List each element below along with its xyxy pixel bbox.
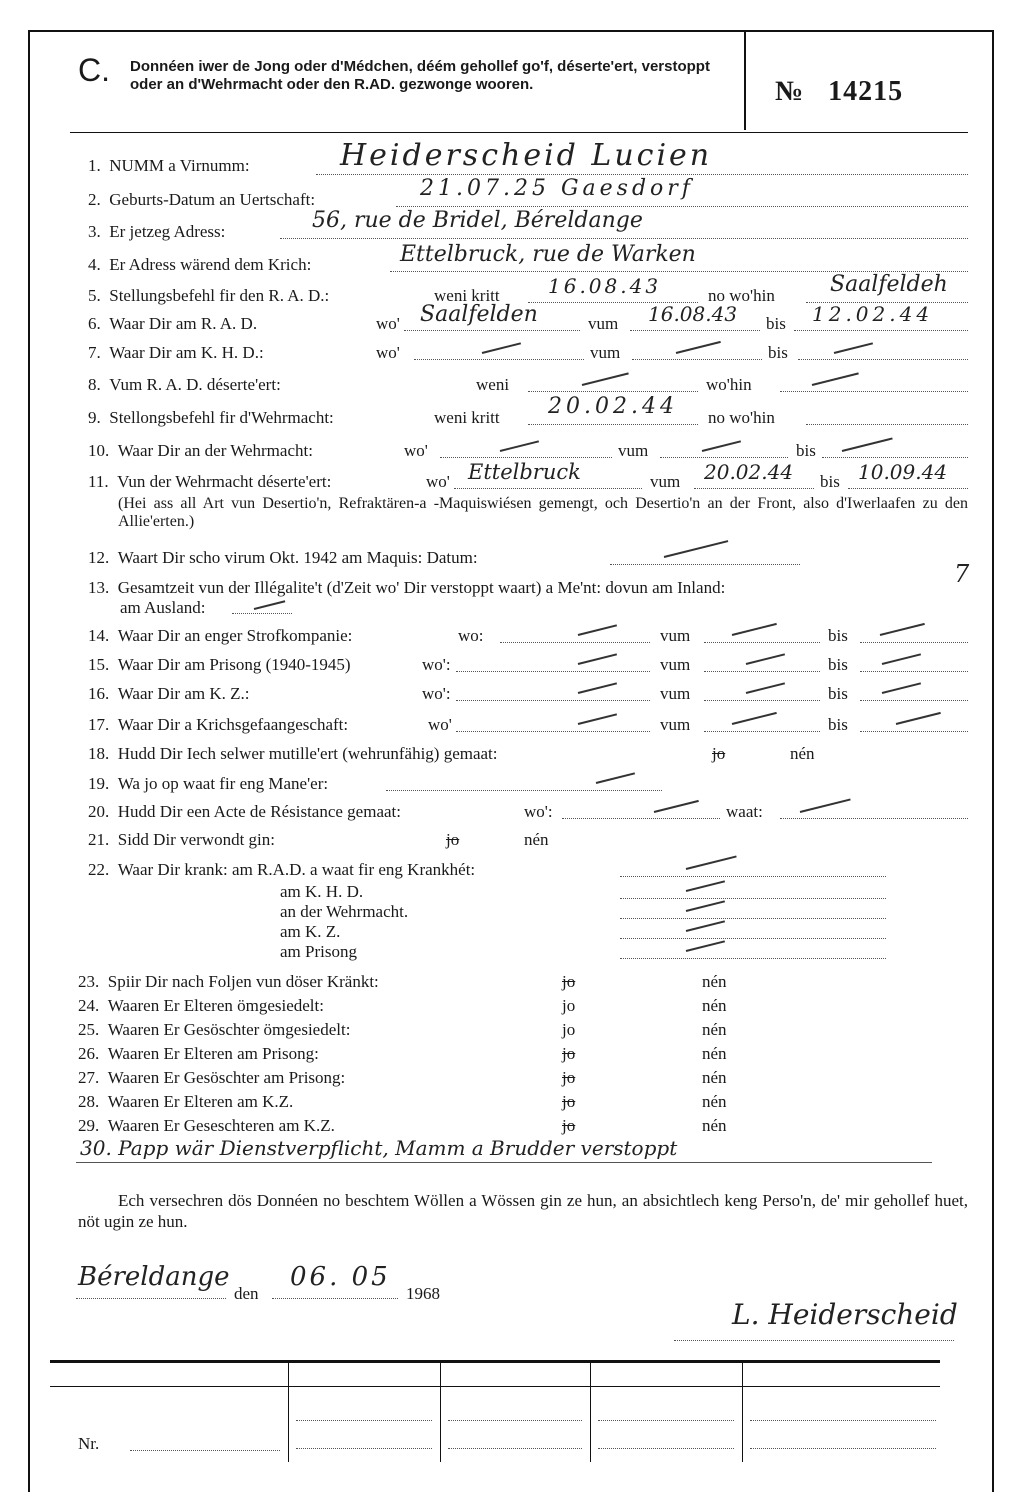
item-17-bis: bis: [828, 715, 848, 734]
item-22-sub-khd: am K. H. D.: [280, 882, 364, 901]
item-11-bis: bis: [820, 472, 840, 491]
item-26-nen: nén: [702, 1044, 727, 1063]
footer-nr-label: Nr.: [78, 1434, 100, 1453]
item-4-value: Ettelbruck, rue de Warken: [400, 242, 696, 267]
item-8-line2: [780, 391, 968, 392]
item-16-wo: wo':: [422, 684, 451, 703]
form-title: Donnéen iwer de Jong oder d'Médchen, déém gehollef go'f, déserte'ert, verstoppt oder an d'Wehrmacht oder den R.AD. gezwonge wooren.: [130, 58, 710, 93]
item-7-wo: wo': [376, 343, 400, 362]
item-18-nen: nén: [790, 744, 815, 763]
item-8-line1: [528, 391, 698, 392]
footer-rule-second: [50, 1386, 940, 1387]
declaration: Ech versechren dös Donnéen no beschtem Wöllen a Wössen gin ze hun, an absichtlech keng Perso'n, de' mir gehollef huet, nöt ugin ze hun.: [78, 1191, 968, 1231]
item-14-wo: wo:: [458, 626, 484, 645]
item-28: 28. Waaren Er Elteren am K.Z.: [78, 1092, 294, 1111]
item-9-weni: weni kritt: [434, 408, 500, 427]
footer-cell-line-2a: [448, 1420, 582, 1421]
signature: L. Heiderscheid: [732, 1298, 958, 1331]
item-25: 25. Waaren Er Gesöschter ömgesiedelt:: [78, 1020, 351, 1039]
date-line: [272, 1298, 398, 1299]
footer-rule-top: [50, 1360, 940, 1363]
item-17-line3: [860, 731, 968, 732]
item-8-wohin: wo'hin: [706, 375, 752, 394]
item-9-no: no wo'hin: [708, 408, 775, 427]
item-14-line3: [860, 642, 968, 643]
item-14-vum: vum: [660, 626, 691, 645]
item-29-nen: nén: [702, 1116, 727, 1135]
item-5-value1: 16.08.43: [548, 274, 662, 298]
item-5-value2: Saalfeldeh: [830, 272, 948, 297]
item-22-line0: [620, 876, 886, 877]
item-2-value: 21.07.25 Gaesdorf: [420, 176, 694, 201]
item-6-value2: 16.08.43: [648, 302, 738, 326]
item-10-vum: vum: [618, 441, 649, 460]
item-7: 7. Waar Dir am K. H. D.:: [88, 343, 264, 362]
item-23: 23. Spiir Dir nach Foljen vun döser Kränkt:: [78, 972, 379, 991]
item-20-line2: [780, 818, 968, 819]
item-3-value: 56, rue de Bridel, Béreldange: [312, 208, 643, 233]
item-6-wo: wo': [376, 314, 400, 333]
item-5-no: no wo'hin: [708, 286, 775, 305]
signature-line: [674, 1340, 954, 1341]
item-20-line1: [562, 818, 720, 819]
form-number: № 14215: [775, 76, 904, 107]
item-26-jo: jo: [562, 1044, 576, 1063]
item-13-abroad: am Ausland:: [120, 598, 206, 617]
item-6-line1: [404, 330, 580, 331]
item-5: 5. Stellungsbefehl fir den R. A. D.:: [88, 286, 330, 305]
item-6-value3: 12.02.44: [812, 302, 934, 326]
item-30-line: [76, 1162, 932, 1163]
item-14: 14. Waar Dir an enger Strofkompanie:: [88, 626, 353, 645]
item-9-line2: [806, 424, 968, 425]
item-10: 10. Waar Dir an der Wehrmacht:: [88, 441, 313, 460]
item-6-bis: bis: [766, 314, 786, 333]
footer-cell-line-4a: [750, 1420, 936, 1421]
footer-cell-line-4b: [750, 1448, 936, 1449]
item-13: 13. Gesamtzeit vun der Illégalite't (d'Zeit wo' Dir verstoppt waart) a Me'nt: dovun am Inland:: [88, 578, 726, 597]
item-9-line1: [528, 424, 698, 425]
item-11-value1: Ettelbruck: [468, 460, 581, 484]
item-20: 20. Hudd Dir een Acte de Résistance gemaat:: [88, 802, 401, 821]
item-3-line: [280, 238, 968, 239]
item-14-bis: bis: [828, 626, 848, 645]
item-20-wo: wo':: [524, 802, 553, 821]
item-13-line2: [232, 613, 292, 614]
item-29-jo: jo: [562, 1116, 576, 1135]
item-8: 8. Vum R. A. D. déserte'ert:: [88, 375, 281, 394]
item-17-vum: vum: [660, 715, 691, 734]
item-16-vum: vum: [660, 684, 691, 703]
item-2-line: [396, 206, 968, 207]
item-11-line3: [848, 488, 968, 489]
item-7-vum: vum: [590, 343, 621, 362]
item-23-jo: jo: [562, 972, 576, 991]
item-9-value1: 20.02.44: [548, 394, 678, 419]
item-10-line3: [822, 457, 968, 458]
item-21-jo: jo: [446, 830, 460, 849]
item-1-value: Heiderscheid Lucien: [340, 138, 713, 173]
item-6-vum: vum: [588, 314, 619, 333]
footer-col-divider-1: [288, 1360, 289, 1462]
item-18: 18. Hudd Dir Iech selwer mutille'ert (wehrunfähig) gemaat:: [88, 744, 498, 763]
item-24-nen: nén: [702, 996, 727, 1015]
item-10-bis: bis: [796, 441, 816, 460]
item-15-vum: vum: [660, 655, 691, 674]
item-25-jo: jo: [562, 1020, 576, 1039]
header-rule: [70, 132, 968, 133]
footer-cell-line-2b: [448, 1448, 582, 1449]
item-11-note: (Hei ass all Art vun Desertio'n, Refraktären-a -Maquiswiésen gemengt, och Desertio'n an der Front, also d'Iwerlaafen zu den Allie'erten.): [118, 495, 968, 530]
item-2: 2. Geburts-Datum an Uertschaft:: [88, 190, 316, 209]
header-divider: [744, 32, 746, 130]
item-11-line2: [694, 488, 814, 489]
item-9: 9. Stellongsbefehl fir d'Wehrmacht:: [88, 408, 334, 427]
item-22-line1: [620, 898, 886, 899]
item-27-jo: jo: [562, 1068, 576, 1087]
item-11: 11. Vun der Wehrmacht déserte'ert:: [88, 472, 332, 491]
item-11-line1: [454, 488, 642, 489]
item-16-line2: [704, 700, 820, 701]
item-17-line1: [456, 731, 650, 732]
item-15-wo: wo':: [422, 655, 451, 674]
footer-nr-line: [130, 1450, 280, 1451]
item-16-bis: bis: [828, 684, 848, 703]
item-13-value1: 7: [954, 560, 970, 588]
item-27-nen: nén: [702, 1068, 727, 1087]
item-14-line1: [500, 642, 650, 643]
item-4: 4. Er Adress wärend dem Krich:: [88, 255, 312, 274]
item-11-vum: vum: [650, 472, 681, 491]
item-12: 12. Waart Dir scho virum Okt. 1942 am Maquis: Datum:: [88, 548, 478, 567]
item-22-sub-wehrmacht: an der Wehrmacht.: [280, 902, 409, 921]
place-line: [76, 1298, 226, 1299]
year: 1968: [406, 1284, 440, 1303]
item-21-nen: nén: [524, 830, 549, 849]
item-18-jo: jo: [712, 744, 726, 763]
footer-cell-line-3a: [598, 1420, 734, 1421]
item-22-sub-kz: am K. Z.: [280, 922, 341, 941]
item-16: 16. Waar Dir am K. Z.:: [88, 684, 250, 703]
item-17: 17. Waar Dir a Krichsgefaangeschaft:: [88, 715, 349, 734]
item-16-line3: [860, 700, 968, 701]
item-23-nen: nén: [702, 972, 727, 991]
item-7-line1: [414, 359, 584, 360]
item-17-wo: wo': [428, 715, 452, 734]
footer-col-divider-2: [440, 1360, 441, 1462]
footer-col-divider-4: [742, 1360, 743, 1462]
item-11-wo: wo': [426, 472, 450, 491]
item-11-value3: 10.09.44: [858, 460, 948, 484]
item-6-value1: Saalfelden: [420, 302, 538, 327]
item-3: 3. Er jetzeg Adress:: [88, 222, 226, 241]
item-11-value2: 20.02.44: [704, 460, 794, 484]
item-16-line1: [456, 700, 650, 701]
item-22-line4: [620, 958, 886, 959]
item-7-bis: bis: [768, 343, 788, 362]
item-15-bis: bis: [828, 655, 848, 674]
footer-cell-line-3b: [598, 1448, 734, 1449]
item-15-line2: [704, 671, 820, 672]
section-letter: C.: [78, 52, 110, 88]
item-27: 27. Waaren Er Gesöschter am Prisong:: [78, 1068, 346, 1087]
item-10-line1: [440, 457, 612, 458]
item-28-jo: jo: [562, 1092, 576, 1111]
item-24-jo: jo: [562, 996, 576, 1015]
item-1: 1. NUMM a Virnumm:: [88, 156, 250, 175]
item-10-wo: wo': [404, 441, 428, 460]
date: 06. 05: [290, 1262, 391, 1292]
item-24: 24. Waaren Er Elteren ömgesiedelt:: [78, 996, 324, 1015]
item-26: 26. Waaren Er Elteren am Prisong:: [78, 1044, 319, 1063]
item-22-line2: [620, 918, 886, 919]
item-20-waat: waat:: [726, 802, 763, 821]
footer-col-divider-3: [590, 1360, 591, 1462]
item-15: 15. Waar Dir am Prisong (1940-1945): [88, 655, 351, 674]
item-30: 30. Papp wär Dienstverpflicht, Mamm a Brudder verstoppt: [80, 1136, 678, 1160]
den-label: den: [234, 1284, 259, 1303]
item-29: 29. Waaren Er Geseschteren am K.Z.: [78, 1116, 335, 1135]
item-22-sub-prisong: am Prisong: [280, 942, 357, 961]
item-10-line2: [660, 457, 788, 458]
item-1-line: [316, 174, 968, 175]
place: Béreldange: [78, 1262, 230, 1292]
item-28-nen: nén: [702, 1092, 727, 1111]
item-6: 6. Waar Dir am R. A. D.: [88, 314, 258, 333]
item-6-line3: [794, 330, 968, 331]
item-14-line2: [704, 642, 820, 643]
footer-cell-line-1b: [296, 1448, 432, 1449]
item-19: 19. Wa jo op waat fir eng Mane'er:: [88, 774, 329, 793]
item-6-line2: [630, 330, 760, 331]
item-12-line: [610, 564, 800, 565]
item-21: 21. Sidd Dir verwondt gin:: [88, 830, 275, 849]
item-15-line3: [860, 671, 968, 672]
item-17-line2: [704, 731, 820, 732]
item-5-weni: weni kritt: [434, 286, 500, 305]
footer-cell-line-1a: [296, 1420, 432, 1421]
item-19-line: [386, 790, 662, 791]
item-7-line3: [798, 359, 968, 360]
item-15-line1: [456, 671, 650, 672]
item-22: 22. Waar Dir krank: am R.A.D. a waat fir eng Krankhét:: [88, 860, 476, 879]
item-7-line2: [632, 359, 762, 360]
item-25-nen: nén: [702, 1020, 727, 1039]
item-22-line3: [620, 938, 886, 939]
item-8-weni: weni: [476, 375, 510, 394]
